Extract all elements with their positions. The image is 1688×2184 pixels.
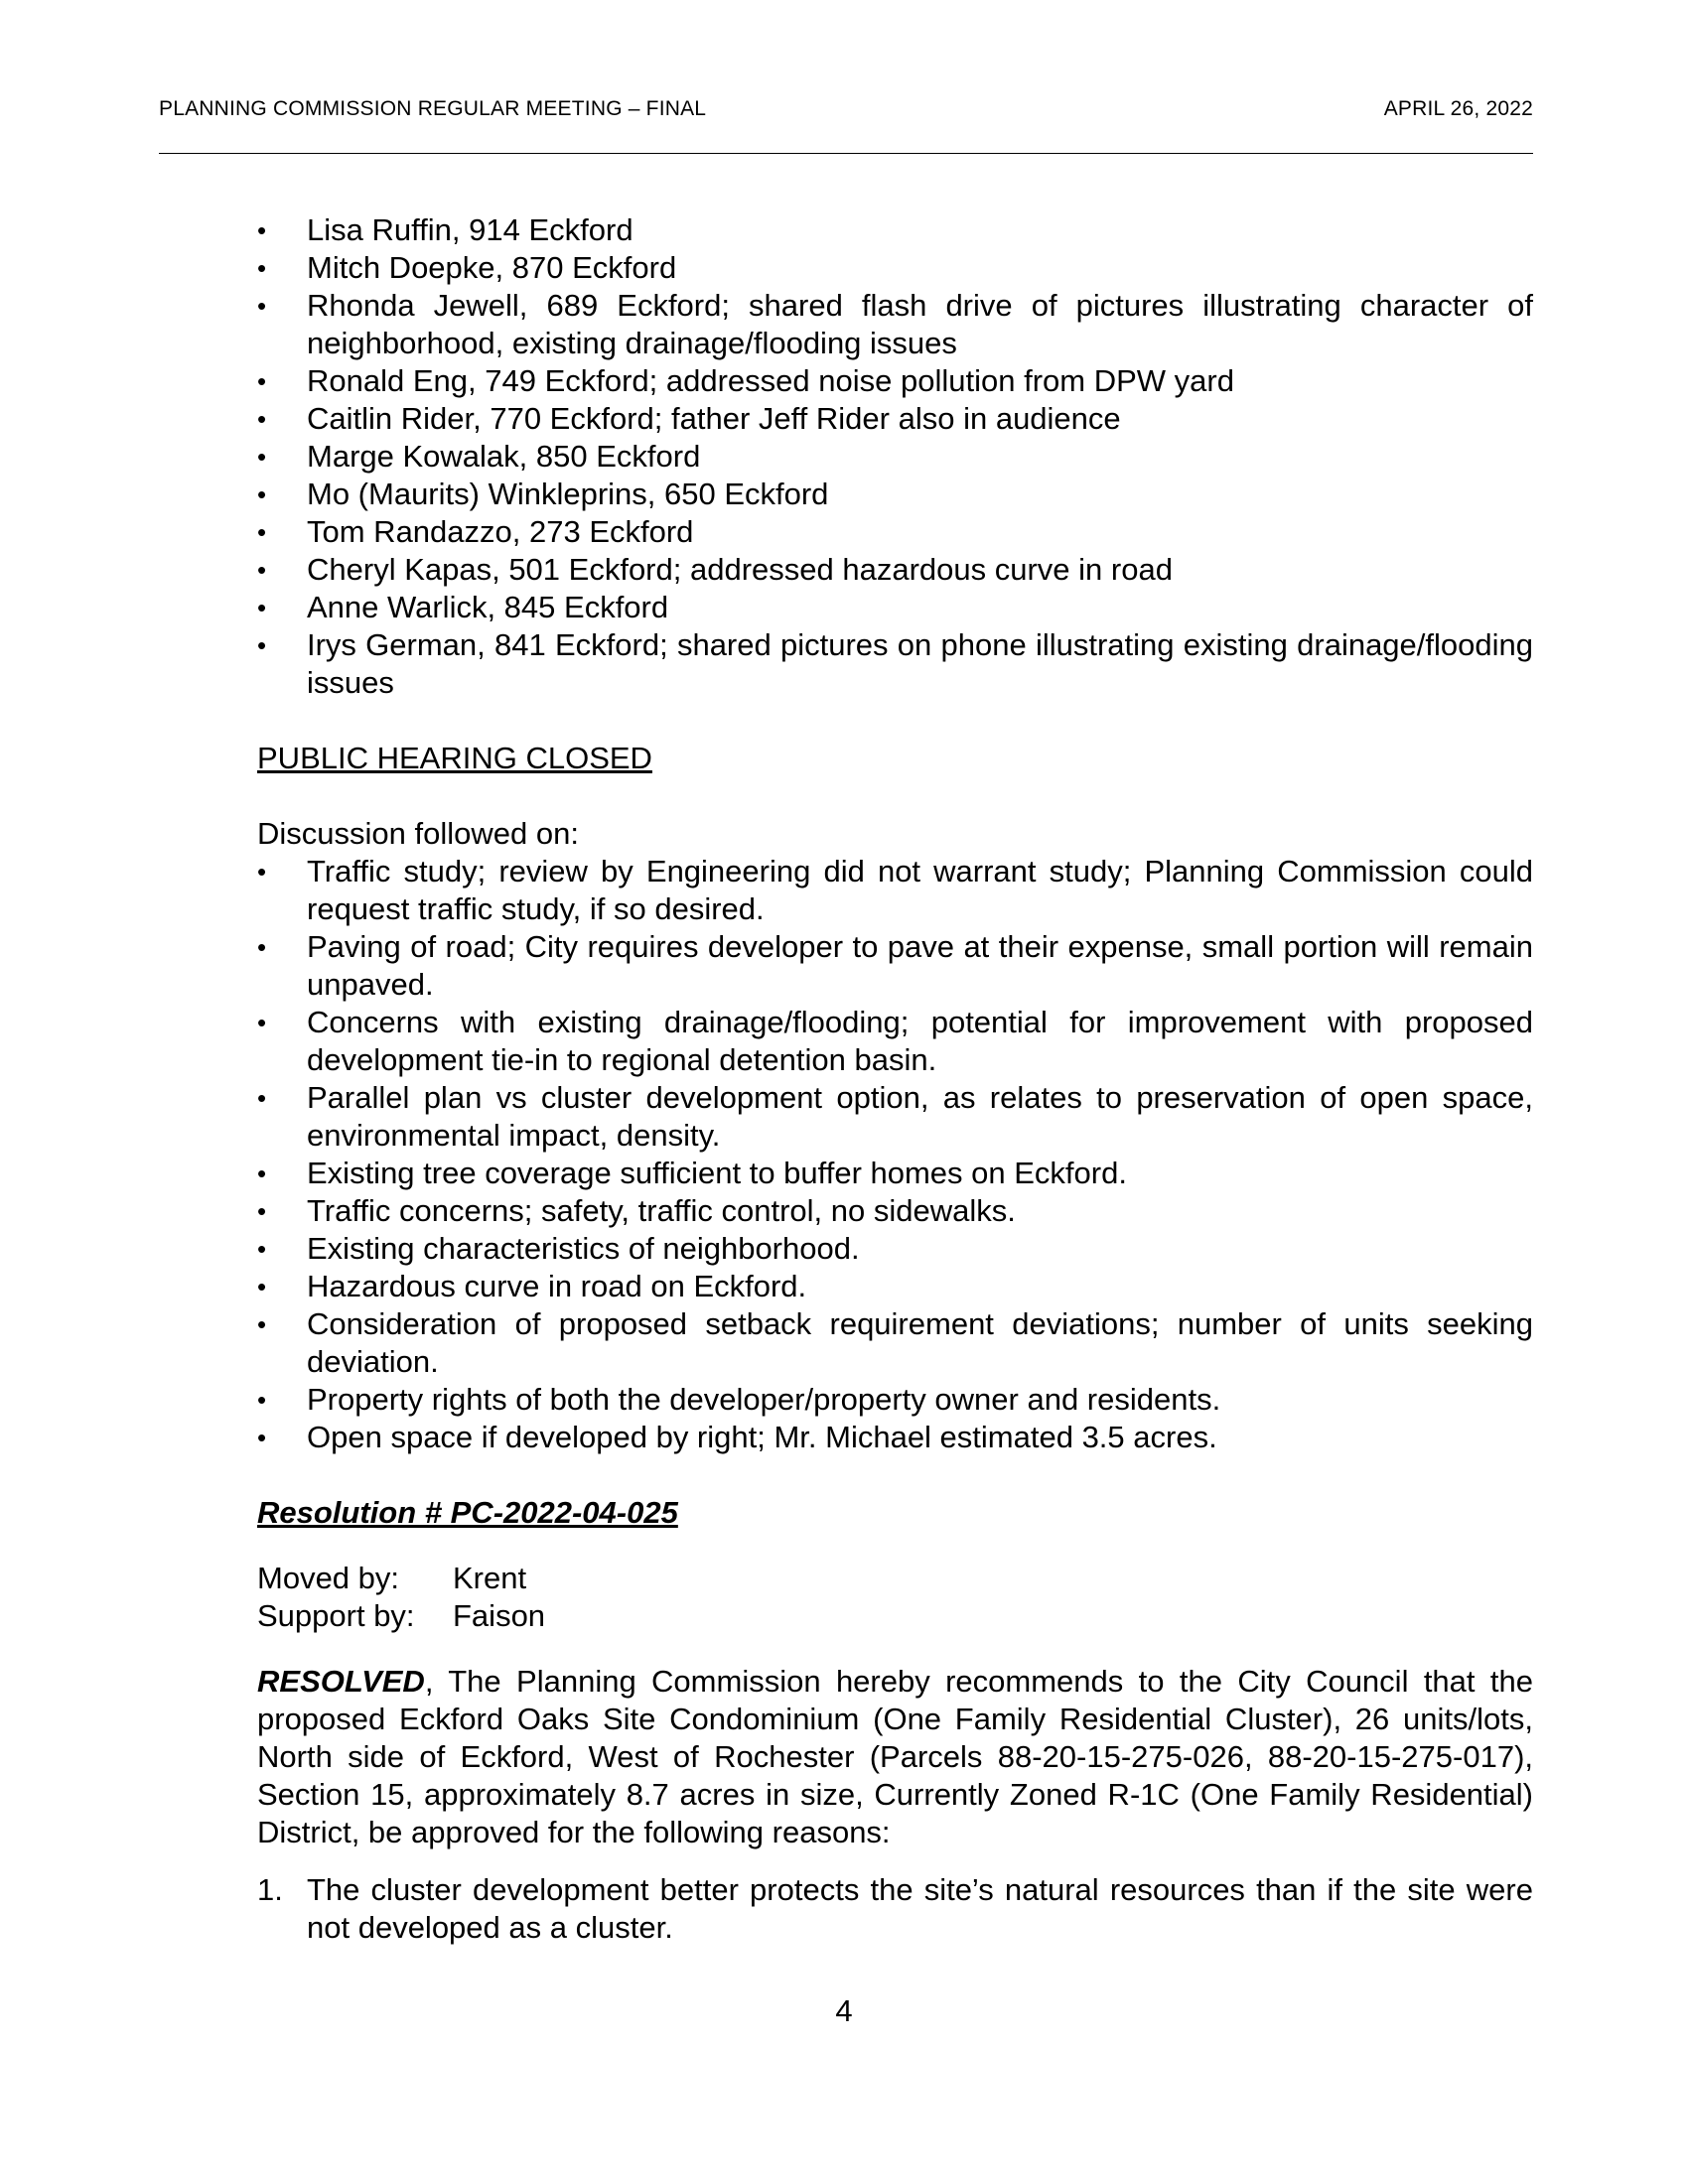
support-by-value: Faison [453,1598,546,1633]
list-item: • Ronald Eng, 749 Eckford; addressed noise pollution from DPW yard [257,362,1533,400]
document-body [257,211,1533,1947]
list-item [257,1871,1533,1947]
motion-block [257,1560,1533,1635]
reason-number: 1. [257,1872,283,1907]
list-item: • Anne Warlick, 845 Eckford [257,589,1533,626]
moved-by-value: Krent [453,1561,527,1595]
resolution-title: Resolution # PC-2022-04-025 [257,1495,678,1530]
speaker-list [257,211,1533,702]
list-item: • Open space if developed by right; Mr. Michael estimated 3.5 acres. [257,1419,1533,1456]
list-item: • Paving of road; City requires developer to pave at their expense, small portion will remain unpaved. [257,928,1533,1004]
discussion-list [257,853,1533,1456]
list-item: • Existing tree coverage sufficient to buffer homes on Eckford. [257,1155,1533,1192]
reason-text: The cluster development better protects the site’s natural resources than if the site were not developed as a cluster. [307,1872,1533,1945]
resolved-paragraph [257,1663,1533,1851]
list-item: • Mitch Doepke, 870 Eckford [257,249,1533,287]
list-item: • Rhonda Jewell, 689 Eckford; shared flash drive of pictures illustrating character of neighborhood, existing drainage/flooding issues [257,287,1533,362]
list-item: • Lisa Ruffin, 914 Eckford [257,211,1533,249]
resolved-text: , The Planning Commission hereby recommends to the City Council that the proposed Eckford Oaks Site Condominium (One Family Residential Cluster), 26 units/lots, North side of Eckford, West of Rochester (Parcels 88-20-15-275-026, 88-20-15-275-017), Section 15, approximately 8.7 acres in size, Currently Zoned R-1C (One Family Residential) District, be approved for the following reasons: [257,1664,1533,1849]
list-item: • Existing characteristics of neighborhood. [257,1230,1533,1268]
discussion-label: Discussion followed on: [257,816,579,851]
resolved-lead: RESOLVED [257,1664,425,1699]
support-by-row [257,1597,1533,1635]
header-title: PLANNING COMMISSION REGULAR MEETING – FINAL [159,97,707,120]
list-item: • Concerns with existing drainage/flooding; potential for improvement with proposed development tie-in to regional detention basin. [257,1004,1533,1079]
page-number: 4 [835,1993,853,2028]
page-header [159,97,1533,154]
list-item: • Caitlin Rider, 770 Eckford; father Jeff Rider also in audience [257,400,1533,438]
reasons-list [257,1871,1533,1947]
list-item: • Property rights of both the developer/property owner and residents. [257,1381,1533,1419]
list-item: • Hazardous curve in road on Eckford. [257,1268,1533,1305]
public-hearing-closed-heading: PUBLIC HEARING CLOSED [257,741,652,775]
list-item: • Traffic concerns; safety, traffic control, no sidewalks. [257,1192,1533,1230]
list-item: • Traffic study; review by Engineering did not warrant study; Planning Commission could request traffic study, if so desired. [257,853,1533,928]
list-item: • Marge Kowalak, 850 Eckford [257,438,1533,476]
moved-by-row [257,1560,1533,1597]
list-item: • Tom Randazzo, 273 Eckford [257,513,1533,551]
list-item: • Irys German, 841 Eckford; shared pictures on phone illustrating existing drainage/flooding issues [257,626,1533,702]
support-by-label: Support by: [257,1598,415,1633]
list-item: • Mo (Maurits) Winkleprins, 650 Eckford [257,476,1533,513]
list-item: • Cheryl Kapas, 501 Eckford; addressed hazardous curve in road [257,551,1533,589]
header-date: APRIL 26, 2022 [1383,97,1533,120]
list-item: • Consideration of proposed setback requirement deviations; number of units seeking deviation. [257,1305,1533,1381]
moved-by-label: Moved by: [257,1561,400,1595]
list-item: • Parallel plan vs cluster development option, as relates to preservation of open space, environmental impact, density. [257,1079,1533,1155]
